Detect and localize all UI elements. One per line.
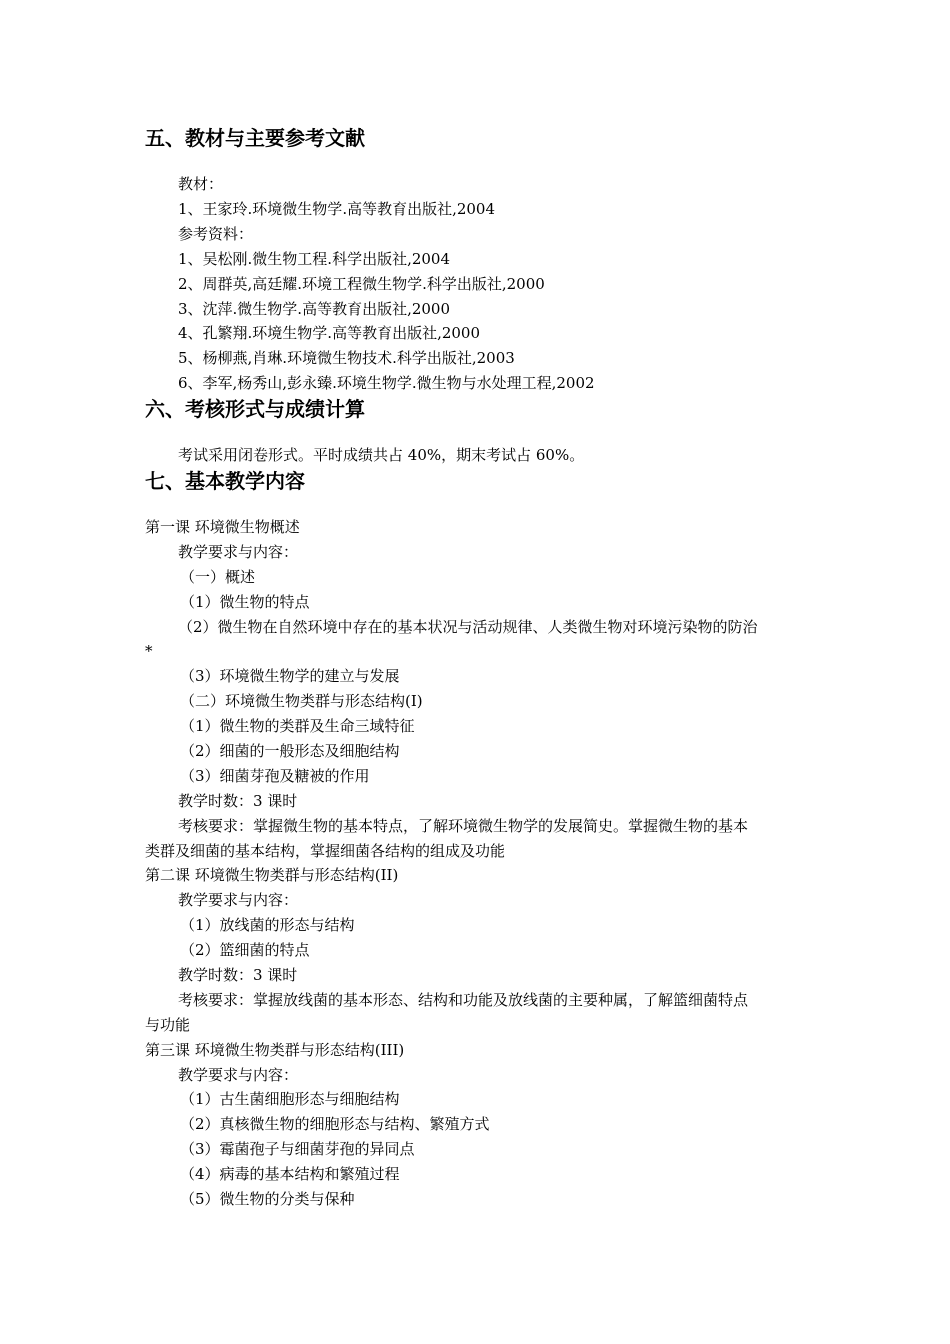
lesson-1-item: （1）微生物的类群及生命三域特征 — [180, 717, 415, 735]
ref-item: 3、沈萍.微生物学.高等教育出版社,2000 — [178, 300, 451, 318]
ref-item: 2、周群英,高廷耀.环境工程微生物学.科学出版社,2000 — [178, 275, 545, 293]
refs-label: 参考资料： — [178, 225, 254, 243]
lesson-1-item: （3）细菌芽孢及糖被的作用 — [180, 767, 370, 785]
lesson-2-item: （1）放线菌的形态与结构 — [180, 916, 355, 934]
section-6-heading: 六、考核形式与成绩计算 — [145, 397, 365, 421]
lesson-1-req-label: 教学要求与内容： — [178, 543, 299, 561]
textbook-entry: 1、王家玲.环境微生物学.高等教育出版社,2004 — [178, 200, 496, 218]
lesson-3-req-label: 教学要求与内容： — [178, 1066, 299, 1084]
lesson-1-hours: 教学时数：3 课时 — [178, 792, 298, 810]
lesson-1-assess: 考核要求：掌握微生物的基本特点，了解环境微生物学的发展简史。掌握微生物的基本 — [178, 817, 749, 835]
exam-format-text: 考试采用闭卷形式。平时成绩共占 40%，期末考试占 60%。 — [178, 446, 585, 464]
lesson-2-hours: 教学时数：3 课时 — [178, 966, 298, 984]
ref-item: 4、孔繁翔.环境生物学.高等教育出版社,2000 — [178, 324, 481, 342]
lesson-2-assess: 考核要求：掌握放线菌的基本形态、结构和功能及放线菌的主要种属，了解篮细菌特点 — [178, 991, 749, 1009]
ref-item: 6、李军,杨秀山,彭永臻.环境生物学.微生物与水处理工程,2002 — [178, 374, 595, 392]
lesson-1-item: （1）微生物的特点 — [180, 593, 310, 611]
lesson-2-title: 第二课 环境微生物类群与形态结构(II) — [145, 866, 399, 884]
ref-item: 5、杨柳燕,肖琳.环境微生物技术.科学出版社,2003 — [178, 349, 515, 367]
lesson-1-item: （2）细菌的一般形态及细胞结构 — [180, 742, 400, 760]
lesson-1-assess-cont: 类群及细菌的基本结构，掌握细菌各结构的组成及功能 — [145, 842, 506, 860]
lesson-3-item: （5）微生物的分类与保种 — [180, 1190, 355, 1208]
lesson-3-item: （2）真核微生物的细胞形态与结构、繁殖方式 — [180, 1115, 490, 1133]
section-7-heading: 七、基本教学内容 — [145, 469, 305, 493]
lesson-1-item: （3）环境微生物学的建立与发展 — [180, 667, 400, 685]
lesson-1-title: 第一课 环境微生物概述 — [145, 518, 300, 536]
lesson-3-item: （3）霉菌孢子与细菌芽孢的异同点 — [180, 1140, 415, 1158]
lesson-1-item: （一）概述 — [180, 568, 256, 586]
section-5-heading: 五、教材与主要参考文献 — [145, 126, 365, 150]
lesson-2-req-label: 教学要求与内容： — [178, 891, 299, 909]
lesson-2-item: （2）篮细菌的特点 — [180, 941, 310, 959]
lesson-1-item: （2）微生物在自然环境中存在的基本状况与活动规律、人类微生物对环境污染物的防治 — [178, 618, 758, 636]
textbook-label: 教材： — [178, 175, 224, 193]
lesson-3-item: （4）病毒的基本结构和繁殖过程 — [180, 1165, 400, 1183]
lesson-3-title: 第三课 环境微生物类群与形态结构(III) — [145, 1041, 405, 1059]
lesson-3-item: （1）古生菌细胞形态与细胞结构 — [180, 1090, 400, 1108]
lesson-1-item: （二）环境微生物类群与形态结构(I) — [180, 692, 423, 710]
lesson-2-assess-cont: 与功能 — [145, 1016, 191, 1034]
lesson-1-item: * — [145, 642, 153, 660]
ref-item: 1、吴松刚.微生物工程.科学出版社,2004 — [178, 250, 451, 268]
